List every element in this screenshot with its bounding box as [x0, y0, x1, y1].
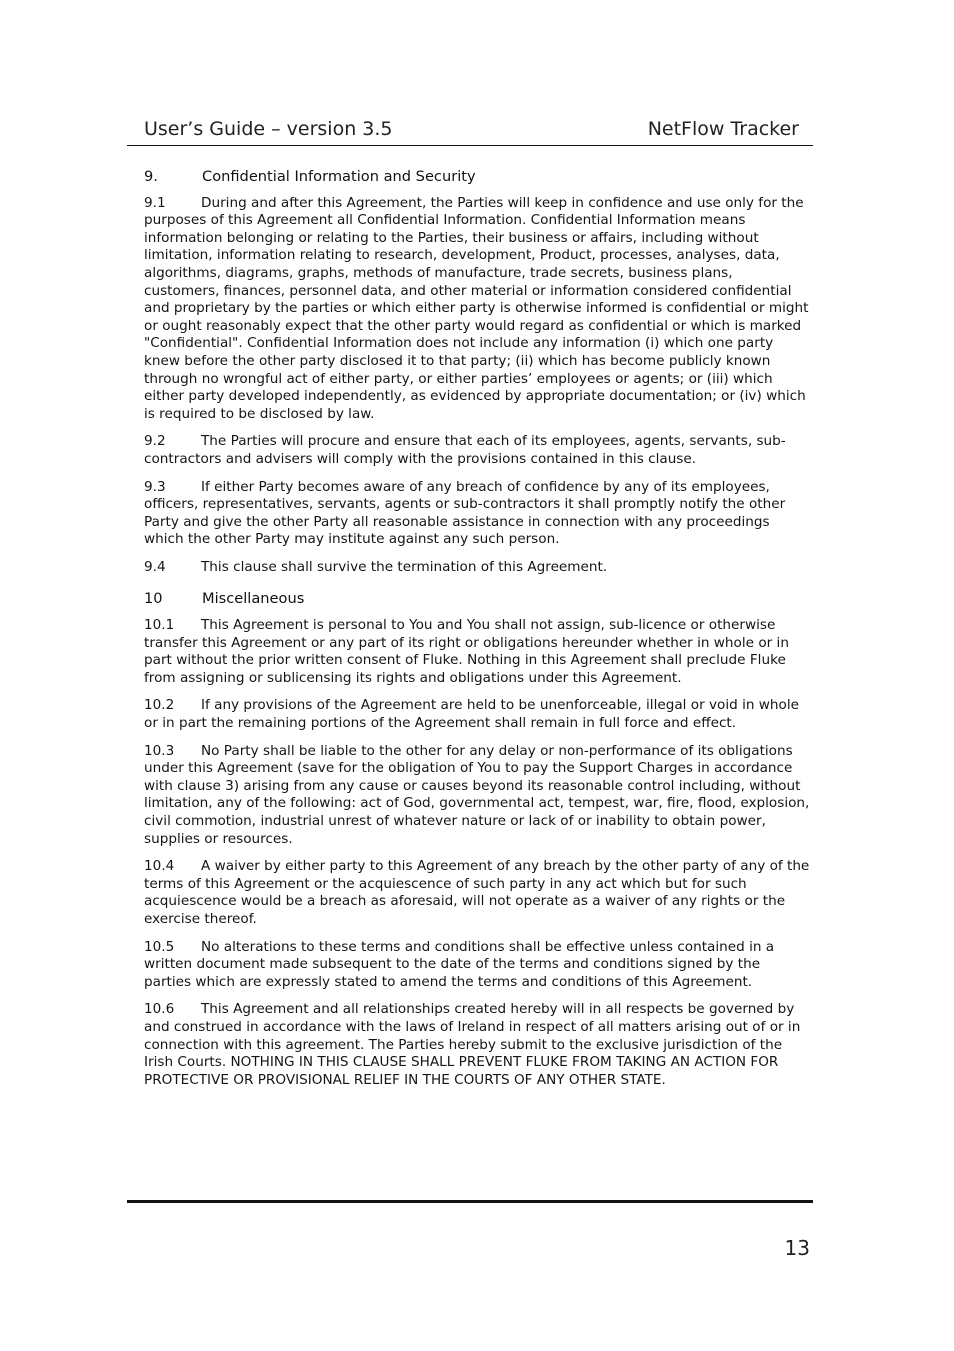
clause-text: A waiver by either party to this Agreement of any breach by the other party of any of the terms of this Agreement or the acquiescence of such party in any act which but for such acquiescence would be a breach as aforesaid, will not operate as a waiver of any rights or the exercise thereof.	[144, 858, 810, 927]
clause-number: 9.2	[144, 433, 166, 450]
clause-text: This Agreement is personal to You and You shall not assign, sub-licence or otherwise transfer this Agreement or any part of its right or obligations hereunder whether in whole or in part without the prior written consent of Fluke. Nothing in this Agreement shall preclude Fluke from assigning or sublicensing its rights and obligations under this Agreement.	[144, 617, 789, 686]
product-name: NetFlow Tracker	[647, 118, 799, 140]
clause-10-2	[144, 697, 810, 732]
clause-number: 10.6	[144, 1001, 175, 1018]
clause-9-4	[144, 559, 810, 577]
header-rule	[127, 145, 813, 146]
section-title: Confidential Information and Security	[202, 168, 476, 185]
section-title: Miscellaneous	[202, 590, 305, 608]
clause-text: No alterations to these terms and conditions shall be effective unless contained in a written document made subsequent to the date of the terms and conditions signed by the parties which are expressly stated to amend the terms and conditions of this Agreement.	[144, 938, 775, 990]
section-number: 9.	[144, 168, 158, 185]
clause-10-3	[144, 743, 810, 849]
clause-text: The Parties will procure and ensure that each of its employees, agents, servants, sub-contractors and advisers will comply with the provisions contained in this clause.	[144, 433, 786, 467]
footer-rule	[127, 1200, 813, 1203]
clause-number: 10.4	[144, 858, 175, 875]
section-miscellaneous	[144, 590, 810, 1089]
document-body	[144, 168, 810, 1099]
section-heading	[144, 168, 810, 186]
clause-number: 9.1	[144, 194, 166, 211]
clause-9-2	[144, 433, 810, 468]
clause-text: During and after this Agreement, the Parties will keep in confidence and use only for the purposes of this Agreement all Confidential Information. Confidential Information means information belonging or relating to the Parties, their business or affairs, including without limitation, information relating to research, development, Product, processes, analyses, data, algorithms, diagrams, graphs, methods of manufacture, trade secrets, business plans, customers, finances, personnel data, and other material or information considered confidential and proprietary by the parties or which either party is otherwise informed is confidential or might or ought reasonably expect that the other party would regard as confidential or which is marked "Confidential". Confidential Information does not include any information (i) which one party knew before the other party disclosed it to that party; (ii) which has become publicly known through no wrongful act of either party, or either parties’ employees or agents; or (iii) which either party developed independently, as evidenced by appropriate documentation; or (iv) which is required to be disclosed by law.	[144, 194, 809, 422]
clause-number: 10.3	[144, 742, 175, 759]
section-confidential-information	[144, 168, 810, 576]
clause-10-6	[144, 1001, 810, 1089]
clause-10-4	[144, 858, 810, 928]
clause-number: 10.1	[144, 617, 175, 634]
guide-title: User’s Guide – version 3.5	[144, 118, 393, 140]
clause-text: This Agreement and all relationships created hereby will in all respects be governed by and construed in accordance with the laws of Ireland in respect of all matters arising out of or in connection with this agreement. The Parties hereby submit to the exclusive jurisdiction of the Irish Courts. NOTHING IN THIS CLAUSE SHALL PREVENT FLUKE FROM TAKING AN ACTION FOR PROTECTIVE OR PROVISIONAL RELIEF IN THE COURTS OF ANY OTHER STATE.	[144, 1001, 801, 1088]
section-number: 10	[144, 590, 163, 608]
clause-10-1	[144, 617, 810, 687]
clause-number: 10.5	[144, 938, 175, 955]
clause-text: If any provisions of the Agreement are held to be unenforceable, illegal or void in whole or in part the remaining portions of the Agreement shall remain in full force and effect.	[144, 697, 799, 732]
clause-10-5	[144, 939, 810, 992]
clause-9-3	[144, 479, 810, 549]
clause-text: This clause shall survive the termination of this Agreement.	[201, 558, 608, 575]
clause-number: 9.3	[144, 478, 166, 495]
clause-text: If either Party becomes aware of any breach of confidence by any of its employees, officers, representatives, servants, agents or sub-contractors it shall promptly notify the other Party and give the other Party all reasonable assistance in connection with any proceedings which the other Party may institute against any such person.	[144, 478, 786, 548]
clause-number: 9.4	[144, 558, 166, 575]
clause-9-1	[144, 195, 810, 424]
clause-text: No Party shall be liable to the other for any delay or non-performance of its obligations under this Agreement (save for the obligation of You to pay the Support Charges in accordance with clause 3) arising from any cause or causes beyond its reasonable control including, without limitation, any of the following: act of God, governmental act, tempest, war, fire, flood, explosion, civil commotion, industrial unrest of whatever nature or lack of or inability to obtain power, supplies or resources.	[144, 742, 810, 847]
clause-number: 10.2	[144, 697, 175, 714]
page-header	[144, 118, 799, 140]
page-number: 13	[784, 1236, 810, 1260]
section-heading	[144, 590, 810, 608]
